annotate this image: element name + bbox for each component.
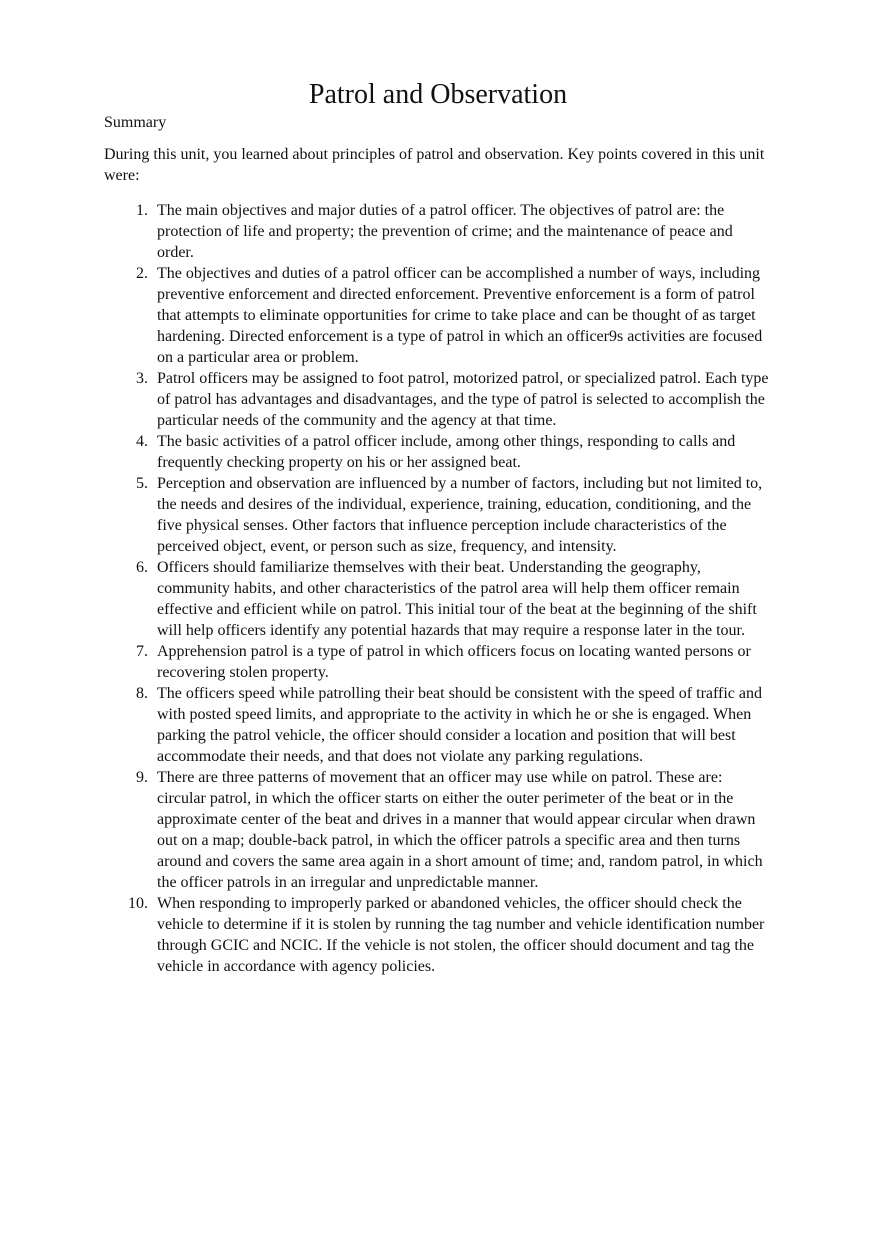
section-label: Summary [104, 114, 167, 131]
intro-paragraph: During this unit, you learned about principles of patrol and observation. Key points covered in this unit were: [104, 146, 765, 184]
list-item-number: 3. [136, 370, 148, 387]
list-item-text: Officers should familiarize themselves with their beat. Understanding the geography, community habits, and other characteristics of the patrol area will help them officer remain effective and efficient while on patrol. This initial tour of the beat at the beginning of the shift will help officers identify any potential hazards that may require a response later in the tour. [157, 559, 757, 639]
list-item-text: Perception and observation are influenced by a number of factors, including but not limited to, the needs and desires of the individual, experience, training, education, conditioning, and the five physical senses. Other factors that influence perception include characteristics of the perceived object, event, or person such as size, frequency, and intensity. [157, 475, 763, 555]
list-item-number: 7. [136, 643, 148, 660]
list-item-number: 4. [136, 433, 148, 450]
list-item [0, 368, 769, 431]
list-item [0, 200, 769, 263]
list-item-text: When responding to improperly parked or abandoned vehicles, the officer should check the vehicle to determine if it is stolen by running the tag number and vehicle identification number through GCIC and NCIC. If the vehicle is not stolen, the officer should document and tag the vehicle in accordance with agency policies. [157, 895, 765, 975]
list-item-text: Apprehension patrol is a type of patrol in which officers focus on locating wanted persons or recovering stolen property. [157, 643, 751, 681]
list-item [0, 431, 769, 473]
list-item-number: 1. [136, 202, 148, 219]
list-item-number: 5. [136, 475, 148, 492]
list-item-text: Patrol officers may be assigned to foot patrol, motorized patrol, or specialized patrol. Each type of patrol has advantages and disadvantages, and the type of patrol is selected to accomplish the particular needs of the community and the agency at that time. [157, 370, 769, 429]
list-item-number: 9. [136, 769, 148, 786]
list-item-number: 10. [128, 895, 148, 912]
list-item [0, 473, 769, 557]
list-item-text: There are three patterns of movement that an officer may use while on patrol. These are: circular patrol, in which the officer starts on either the outer perimeter of the beat or in the approximate center of the beat and drives in a manner that would appear circular when drawn out on a map; double-back patrol, in which the officer patrols a specific area and then turns around and covers the same area again in a short amount of time; and, random patrol, in which the officer patrols in an irregular and unpredictable manner. [157, 769, 763, 891]
key-points-list [0, 200, 880, 977]
list-item-text: The main objectives and major duties of a patrol officer. The objectives of patrol are: the protection of life and property; the prevention of crime; and the maintenance of peace and order. [157, 202, 733, 261]
list-item [0, 767, 769, 893]
page-title: Patrol and Observation [308, 79, 568, 110]
list-item [0, 641, 769, 683]
list-item-text: The officers speed while patrolling their beat should be consistent with the speed of traffic and with posted speed limits, and appropriate to the activity in which he or she is engaged. When parking the patrol vehicle, the officer should consider a location and position that will best accommodate their needs, and that does not violate any parking regulations. [157, 685, 763, 765]
list-item-number: 8. [136, 685, 148, 702]
list-item [0, 263, 769, 368]
list-item [0, 683, 769, 767]
list-item [0, 557, 769, 641]
list-item [0, 893, 769, 977]
list-item-text: The objectives and duties of a patrol officer can be accomplished a number of ways, including preventive enforcement and directed enforcement. Preventive enforcement is a form of patrol that attempts to eliminate opportunities for crime to take place and can be thought of as target hardening. Directed enforcement is a type of patrol in which an officer9s activities are focused on a particular area or problem. [157, 265, 763, 366]
list-item-number: 6. [136, 559, 148, 576]
list-item-text: The basic activities of a patrol officer include, among other things, responding to calls and frequently checking property on his or her assigned beat. [157, 433, 736, 471]
list-item-number: 2. [136, 265, 148, 282]
